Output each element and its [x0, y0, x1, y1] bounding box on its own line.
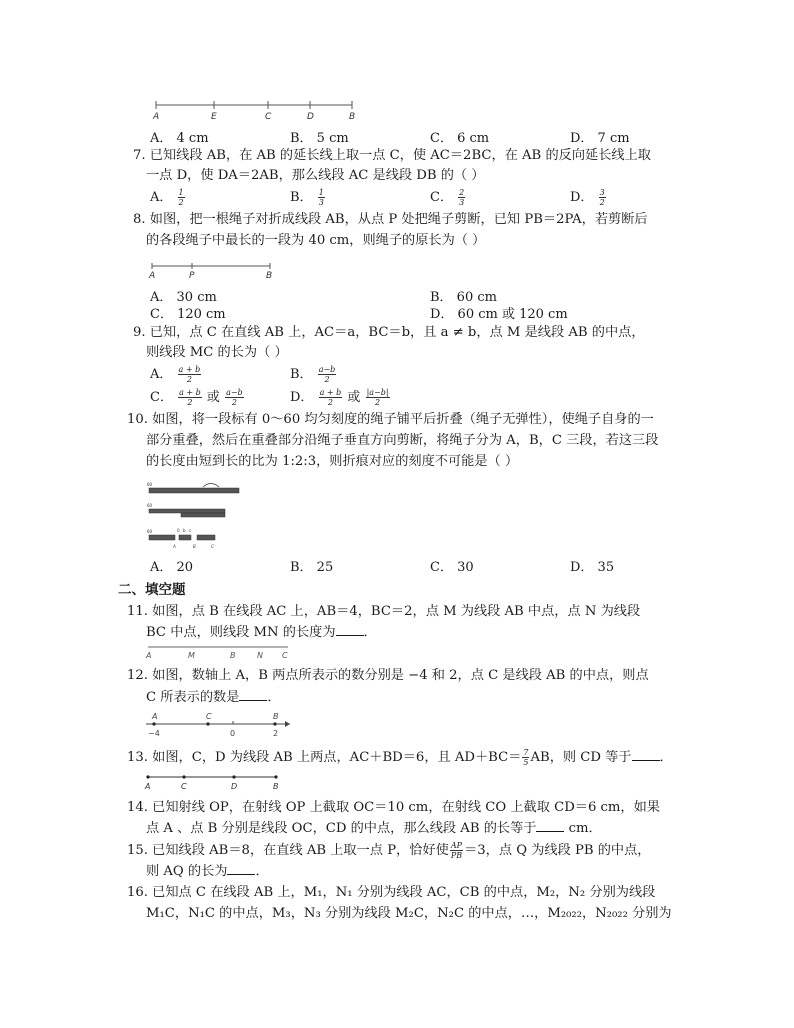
q7-option-d[interactable] — [570, 188, 607, 207]
q9-text-line1: 9. 已知，点 C 在直线 AB 上，AC＝a，BC＝b，且 a ≠ b，点 M 是线段 AB 的中点， — [133, 325, 645, 340]
q6-option-c[interactable]: C． 6 cm — [430, 131, 490, 146]
svg-text:b: b — [183, 528, 186, 533]
q7-option-c-label: C． — [430, 190, 453, 205]
q12-tick-2: 2 — [273, 729, 279, 738]
q14-text-line1: 14. 已知射线 OP，在射线 OP 上截取 OC＝10 cm，在射线 CO 上截取 CD＝6 cm，如果 — [127, 800, 660, 815]
q9-text-line2: 则线段 MC 的长为（ ） — [146, 345, 288, 360]
q9-option-c[interactable] — [150, 388, 245, 407]
svg-text:60: 60 — [147, 529, 153, 534]
q13-text-a: 13. 如图，C，D 为线段 AB 上两点，AC＋BD＝6，且 AD＋BC＝ — [127, 750, 522, 765]
q8-text-line1: 8. 如图，把一根绳子对折成线段 AB，从点 P 处把绳子剪断，已知 PB＝2PA，若剪断后 — [133, 212, 648, 227]
svg-text:B: B — [193, 544, 196, 549]
q11-label-n: N — [257, 651, 263, 660]
q9-option-c-fraction1: $\frac{a + b}{2}$ — [179, 388, 201, 407]
q8-option-d[interactable]: D． 60 cm 或 120 cm — [430, 307, 568, 322]
q10-option-b[interactable]: B． 25 — [290, 560, 334, 575]
q15-text-a: 15. 已知线段 AB＝8，在直线 AB 上取一点 P，恰好使 — [127, 843, 449, 858]
q14-text-line2 — [146, 819, 602, 838]
q11-line2-text: BC 中点，则线段 MN 的长度为 — [146, 625, 336, 640]
q8-label-b: B — [266, 271, 273, 280]
q15-answer-blank[interactable] — [227, 862, 255, 875]
q10-rope-full — [149, 488, 239, 493]
q10-rope-piece-a — [149, 535, 175, 540]
q11-line2-end: ． — [363, 625, 377, 640]
q9-option-b-label: B． — [290, 367, 313, 382]
q13-fraction: $\frac{7}{5}$ — [523, 748, 529, 767]
q12-label-c: C — [206, 712, 212, 721]
q11-label-b: B — [230, 651, 236, 660]
q15-fraction: $\frac{AP}{PB}$ — [450, 841, 463, 860]
q12-text-line2 — [146, 688, 281, 707]
q9-option-b[interactable] — [290, 365, 337, 384]
q9-option-c-or: 或 — [206, 390, 220, 405]
q9-option-d-fraction2: $\frac{|a-b|}{2}$ — [366, 388, 389, 407]
q12-tick-neg4: −4 — [148, 729, 160, 738]
q6-label-c: C — [265, 112, 272, 122]
q9-option-d[interactable] — [290, 388, 391, 407]
q8-option-c[interactable]: C． 120 cm — [150, 307, 226, 322]
q14-line2-end: cm． — [564, 821, 602, 836]
q9-option-c-label: C． — [150, 390, 173, 405]
q6-figure — [150, 98, 360, 122]
q11-text-line2 — [146, 623, 377, 642]
q11-label-c: C — [282, 651, 288, 660]
q12-tick-0: 0 — [230, 729, 236, 738]
q7-text-line1: 7. 已知线段 AB，在 AB 的延长线上取一点 C，使 AC＝2BC，在 AB 的反向延长线上取 — [133, 148, 651, 163]
q7-option-d-label: D． — [570, 190, 594, 205]
q10-text-line3: 的长度由短到长的比为 1:2:3，则折痕对应的刻度不可能是（ ） — [146, 454, 519, 469]
q16-text-line1: 16. 已知点 C 在线段 AB 上，M₁，N₁ 分别为线段 AC，CB 的中点，M₂，N₂ 分别为线段 — [127, 885, 656, 900]
q9-option-d-label: D． — [290, 390, 314, 405]
q6-label-a: A — [153, 112, 160, 122]
q7-option-c[interactable] — [430, 188, 466, 207]
q9-option-d-or: 或 — [347, 390, 361, 405]
q6-option-a[interactable]: A． 4 cm — [150, 131, 209, 146]
q12-arrow-icon — [285, 721, 290, 727]
q9-option-d-fraction1: $\frac{a + b}{2}$ — [319, 388, 342, 407]
q13-text-line1 — [127, 748, 673, 767]
svg-text:A: A — [173, 544, 176, 549]
svg-text:0: 0 — [177, 528, 180, 533]
q9-option-a-fraction: $\frac{a + b}{2}$ — [178, 365, 201, 384]
q11-label-m: M — [188, 651, 195, 660]
q11-label-a: A — [146, 651, 152, 660]
q12-label-b: B — [273, 712, 279, 721]
q15-line2-text: 则 AQ 的长为 — [146, 864, 228, 879]
q16-text-line2: M₁C，N₁C 的中点，M₃，N₃ 分别为线段 M₂C，N₂C 的中点，…，M₂₀₂₂，N₂₀₂₂ 分别为 — [146, 906, 672, 921]
q7-option-b-fraction: $\frac{1}{3}$ — [318, 188, 324, 207]
q9-option-c-fraction2: $\frac{a-b}{2}$ — [226, 388, 243, 407]
q8-figure — [148, 258, 278, 280]
q12-number-line — [144, 710, 294, 738]
q6-option-d[interactable]: D． 7 cm — [570, 131, 630, 146]
q15-line2-end: ． — [255, 864, 269, 879]
q7-option-b[interactable] — [290, 188, 326, 207]
q10-rope-piece-c — [197, 535, 215, 540]
q6-label-b: B — [349, 112, 356, 122]
q12-label-a: A — [152, 712, 158, 721]
q7-option-a[interactable] — [150, 188, 186, 207]
q13-label-b: B — [273, 782, 279, 791]
q10-option-d[interactable]: D． 35 — [570, 560, 615, 575]
q13-text-b: AB，则 CD 等于 — [530, 750, 632, 765]
q10-rope-piece-b — [179, 535, 191, 540]
q10-option-a[interactable]: A． 20 — [150, 560, 194, 575]
q13-answer-blank[interactable] — [632, 748, 660, 761]
q12-answer-blank[interactable] — [239, 688, 267, 701]
q8-option-a[interactable]: A． 30 cm — [150, 290, 217, 305]
q13-label-d: D — [231, 782, 238, 791]
q10-text-line1: 10. 如图，将一段标有 0～60 均匀刻度的绳子铺平后折叠（绳子无弹性），使绳子自身的一 — [127, 412, 654, 427]
q6-label-e: E — [211, 112, 217, 122]
q9-option-a[interactable] — [150, 365, 202, 384]
section-fill-in-blank-heading: 二、填空题 — [118, 582, 186, 598]
q10-option-c[interactable]: C． 30 — [430, 560, 474, 575]
q6-label-d: D — [307, 112, 314, 122]
q7-option-a-label: A． — [150, 190, 173, 205]
q7-option-d-fraction: $\frac{3}{2}$ — [599, 188, 605, 207]
q12-line2-end: ． — [267, 690, 281, 705]
q9-option-b-fraction: $\frac{a-b}{2}$ — [318, 365, 336, 384]
svg-text:60: 60 — [147, 482, 153, 487]
q14-answer-blank[interactable] — [536, 819, 564, 832]
q10-rope-folded-lower — [181, 513, 225, 517]
q12-text-line1: 12. 如图，数轴上 A，B 两点所表示的数分别是 −4 和 2，点 C 是线段 AB 的中点，则点 — [127, 668, 649, 683]
q15-text-line2 — [146, 862, 269, 881]
q15-text-b: ＝3，点 Q 为线段 PB 的中点， — [464, 843, 651, 858]
q9-option-a-label: A． — [150, 367, 173, 382]
q7-option-b-label: B． — [290, 190, 313, 205]
q6-option-b[interactable]: B． 5 cm — [290, 131, 349, 146]
q8-text-line2: 的各段绳子中最长的一段为 40 cm，则绳子的原长为（ ） — [146, 233, 486, 248]
q11-figure — [144, 642, 294, 660]
svg-text:60: 60 — [147, 503, 153, 508]
q8-label-p: P — [189, 271, 195, 280]
q7-option-a-fraction: $\frac{1}{2}$ — [178, 188, 184, 207]
q12-line2-text: C 所表示的数是 — [146, 690, 240, 705]
svg-text:c: c — [189, 528, 192, 533]
q10-text-line2: 部分重叠，然后在重叠部分沿绳子垂直方向剪断，将绳子分为 A，B，C 三段，若这三段 — [146, 433, 659, 448]
q15-text-line1 — [127, 841, 651, 860]
q11-text-line1: 11. 如图，点 B 在线段 AC 上，AB＝4，BC＝2，点 M 为线段 AB 中点，点 N 为线段 — [127, 604, 641, 619]
q7-option-c-fraction: $\frac{2}{3}$ — [459, 188, 465, 207]
q7-text-line2: 一点 D，使 DA＝2AB，那么线段 AC 是线段 DB 的（ ） — [146, 168, 485, 183]
q10-rope-folded-upper — [149, 509, 225, 513]
q13-label-c: C — [181, 782, 187, 791]
q13-text-end: ． — [659, 750, 673, 765]
q8-label-a: A — [149, 271, 156, 280]
q11-answer-blank[interactable] — [336, 623, 364, 636]
q10-figure — [145, 478, 245, 554]
svg-text:C: C — [211, 544, 214, 549]
q13-figure — [144, 770, 284, 792]
q10-fold-arrow — [203, 484, 219, 488]
q14-line2-text: 点 A 、点 B 分别是线段 OC，CD 的中点，那么线段 AB 的长等于 — [146, 821, 537, 836]
q13-label-a: A — [145, 782, 151, 791]
q8-option-b[interactable]: B． 60 cm — [430, 290, 497, 305]
